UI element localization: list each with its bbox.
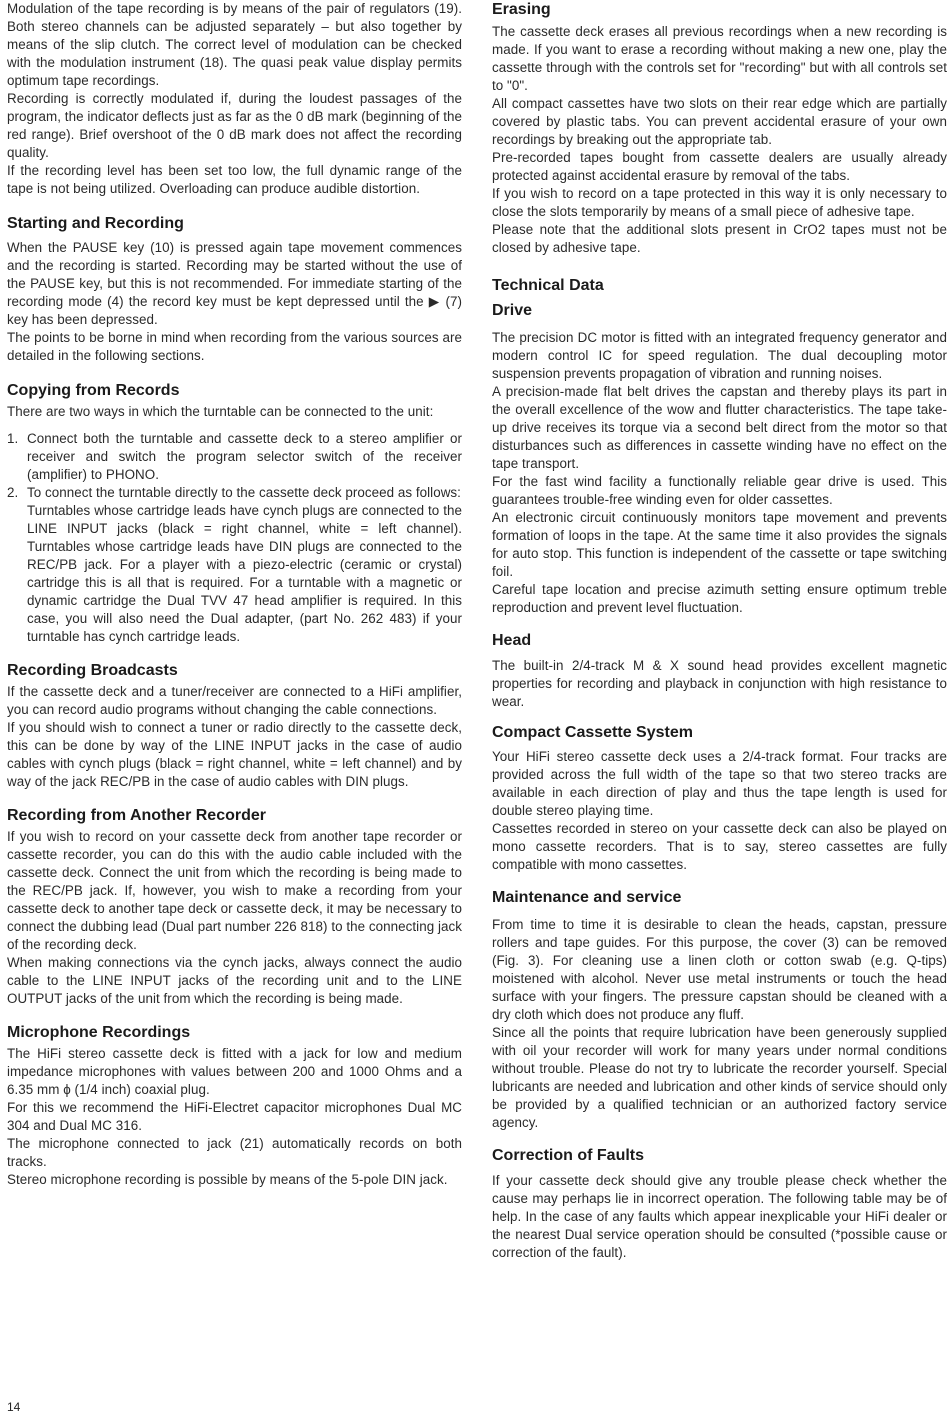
paragraph: When the PAUSE key (10) is pressed again tape movement commences and the recording is started. Recording may be started without the use of the PAUSE key, but this is not recommended. For immediate starting of the recording mode (4) the record key must be kept depressed until the ▶ (7) key has been depressed. (7, 240, 462, 327)
paragraph: All compact cassettes have two slots on their rear edge which are partially covered by plastic tabs. You can prevent accidental erasure of your own recordings by breaking out the appropriate tab. (492, 96, 947, 147)
list-number: 1. (7, 431, 19, 446)
paragraph: If your cassette deck should give any trouble please check whether the cause may perhaps lie in incorrect operation. The following table may be of help. In the case of any faults which appear inexplicable your HiFi dealer or the nearest Dual service operation should be consulted (*possible cause or correction of the fault). (492, 1173, 947, 1260)
subheading-compact-cassette: Compact Cassette System (492, 724, 693, 741)
paragraph: The built-in 2/4-track M & X sound head provides excellent magnetic properties for recording and playback in conjunction with high resistance to wear. (492, 658, 947, 709)
paragraph: An electronic circuit continuously monitors tape movement and prevents formation of loops in the tape. At the same time it also provides the signals for auto stop. This function is independent of the cassette or tape switching foil. (492, 510, 947, 579)
intro-paragraph: If the recording level has been set too low, the full dynamic range of the tape is not being utilized. Overloading can produce audible distortion. (7, 163, 462, 196)
paragraph: Please note that the additional slots present in CrO2 tapes must not be closed by adhesive tape. (492, 222, 947, 255)
paragraph: Stereo microphone recording is possible by means of the 5-pole DIN jack. (7, 1172, 448, 1187)
paragraph: Cassettes recorded in stereo on your cassette deck can also be played on mono cassette recorders. That is to say, stereo cassettes are fully compatible with mono cassettes. (492, 821, 947, 872)
section-heading-technical-data: Technical Data (492, 277, 604, 294)
section-heading-microphone: Microphone Recordings (7, 1024, 191, 1041)
left-column (7, 0, 462, 1189)
list-item (7, 484, 462, 646)
paragraph: The cassette deck erases all previous recordings when a new recording is made. If you want to erase a recording without making a new one, play the cassette through with the controls set for "recording" but with all controls set to "0". (492, 24, 947, 93)
list-item (7, 430, 462, 484)
section-heading-copying: Copying from Records (7, 382, 180, 399)
paragraph: If you wish to record on your cassette deck from another tape recorder or cassette recorder, you can do this with the audio cable included with the cassette deck. Connect the unit from which the recording is being made to the REC/PB jack. If, however, you wish to make a recording from your cassette deck to another tape deck or cassette deck, it may be necessary to connect the dubbing lead (Dual part number 226 818) to the connecting jack of the recording deck. (7, 829, 462, 952)
paragraph: For this we recommend the HiFi-Electret capacitor microphones Dual MC 304 and Dual MC 316. (7, 1100, 462, 1133)
subheading-drive: Drive (492, 302, 533, 319)
paragraph: Careful tape location and precise azimuth setting ensure optimum treble reproduction and prevent level fluctuation. (492, 582, 947, 615)
paragraph: If the cassette deck and a tuner/receiver are connected to a HiFi amplifier, you can record audio programs without changing the cable connections. (7, 684, 462, 717)
paragraph: There are two ways in which the turntable can be connected to the unit: (7, 404, 434, 419)
paragraph: A precision-made flat belt drives the capstan and thereby plays its part in the overall excellence of the wow and flutter characteristics. The tape take-up drive receives its torque via a second belt direct from the motor so that disturbances such as differences in cassette winding have no effect on the tape transport. (492, 384, 947, 471)
paragraph: When making connections via the cynch jacks, always connect the audio cable to the LINE INPUT jacks of the recording unit and to the LINE OUTPUT jacks of the unit from which the recording is being made. (7, 955, 462, 1006)
list-number: 2. (7, 485, 19, 500)
list-item-text: Connect both the turntable and cassette deck to a stereo amplifier or receiver and switch the program selector switch of the receiver (amplifier) to PHONO. (27, 431, 462, 482)
paragraph: Pre-recorded tapes bought from cassette dealers are usually already protected against accidental erasure by removal of the tabs. (492, 150, 947, 183)
list-item-text: To connect the turntable directly to the cassette deck proceed as follows: (27, 485, 461, 500)
list-item-text: Turntables whose cartridge leads have cynch plugs are connected to the LINE INPUT jacks (black = right channel, white = left channel). Turntables whose cartridge leads have DIN plugs are connected to the REC/PB jack. For a player with a piezo-electric (ceramic or crystal) cartridge this is all that is required. For a turntable with a magnetic or dynamic cartridge the Dual TVV 47 head amplifier is required. In this case, you will also need the Dual adapter, (part No. 262 483) if your turntable has cynch cartridge leads. (27, 503, 462, 644)
page-number: 14 (7, 1400, 21, 1414)
paragraph: If you wish to record on a tape protected in this way it is only necessary to close the slots temporarily by means of a small piece of adhesive tape. (492, 186, 947, 219)
subheading-head: Head (492, 632, 532, 649)
numbered-list (7, 430, 462, 646)
subheading-correction-of-faults: Correction of Faults (492, 1147, 645, 1164)
right-column (492, 0, 947, 1262)
paragraph: The precision DC motor is fitted with an integrated frequency generator and modern control IC for speed regulation. The dual decoupling motor suspension prevents propagation of vibration and running noises. (492, 330, 947, 381)
paragraph: The points to be borne in mind when recording from the various sources are detailed in the following sections. (7, 330, 462, 363)
intro-paragraph: Recording is correctly modulated if, during the loudest passages of the program, the indicator deflects just as far as the 0 dB mark (beginning of the red range). Brief overshoot of the 0 dB mark does not affect the recording quality. (7, 91, 462, 160)
section-heading-starting: Starting and Recording (7, 215, 184, 232)
paragraph: Your HiFi stereo cassette deck uses a 2/4-track format. Four tracks are provided across the full width of the tape so that two stereo tracks are available in each direction of play and thus the tape length is used for double stereo playing time. (492, 749, 947, 818)
paragraph: If you should wish to connect a tuner or radio directly to the cassette deck, this can be done by way of the LINE INPUT jacks in the case of audio cables with cynch plugs (black = right channel, white = left channel) and by way of the jack REC/PB in the case of audio cables with DIN plugs. (7, 720, 462, 789)
section-heading-erasing: Erasing (492, 1, 551, 18)
section-heading-broadcasts: Recording Broadcasts (7, 662, 178, 679)
paragraph: For the fast wind facility a functionally reliable gear drive is used. This guarantees trouble-free winding even for older cassettes. (492, 474, 947, 507)
paragraph: Since all the points that require lubrication have been generously supplied with oil your recorder will work for many years under normal conditions without trouble. Please do not try to lubricate the recorder yourself. Special lubricants are needed and lubrication and other kinds of service should only be provided by a qualified technician or an authorized factory service agency. (492, 1025, 947, 1130)
section-heading-another-recorder: Recording from Another Recorder (7, 807, 266, 824)
paragraph: From time to time it is desirable to clean the heads, capstan, pressure rollers and tape guides. For this purpose, the cover (3) can be removed (Fig. 3). For cleaning use a linen cloth or cotton swab (e.g. Q-tips) moistened with alcohol. Never use metal instruments or touch the head surface with your fingers. The pressure capstan should be cleaned with a dry cloth which does not produce any fluff. (492, 917, 947, 1022)
paragraph: The microphone connected to jack (21) automatically records on both tracks. (7, 1136, 462, 1169)
subheading-maintenance: Maintenance and service (492, 889, 682, 906)
paragraph: The HiFi stereo cassette deck is fitted with a jack for low and medium impedance microphones with values between 200 and 1000 Ohms and a 6.35 mm ϕ (1/4 inch) coaxial plug. (7, 1046, 462, 1097)
intro-paragraph: Modulation of the tape recording is by means of the pair of regulators (19). Both stereo channels can be adjusted separately – but also together by means of the slip clutch. The correct level of modulation can be checked with the modulation instrument (18). The quasi peak value display permits optimum tape recordings. (7, 1, 462, 88)
